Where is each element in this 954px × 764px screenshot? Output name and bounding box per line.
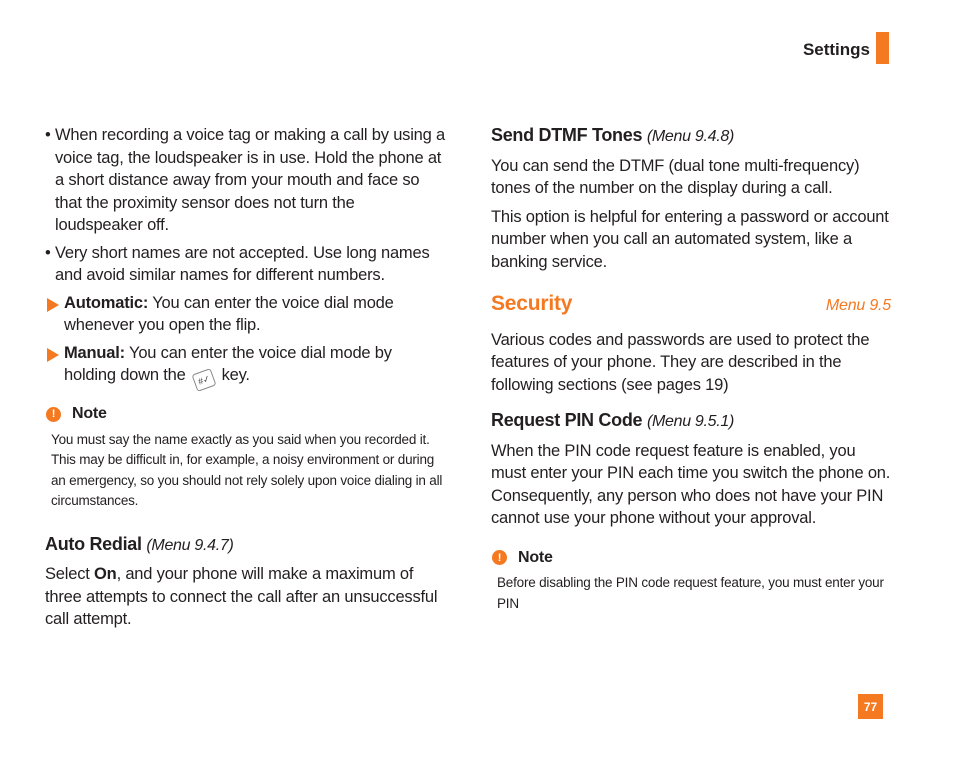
note-title: Note [72, 405, 107, 422]
auto-redial-section [45, 533, 445, 631]
dtmf-title: Send DTMF Tones [491, 125, 643, 145]
note-text: Before disabling the PIN code request feature, you must enter your PIN [497, 575, 884, 611]
dtmf-paragraph-2: This option is helpful for entering a password or account number when you call an automated system, like a banking service. [491, 207, 889, 271]
automatic-text: You can enter the voice dial mode whenever you open the flip. [64, 293, 394, 334]
auto-redial-text [45, 563, 445, 631]
security-text: Various codes and passwords are used to protect the features of your phone. They are described in the following sections (see pages 19) [491, 330, 870, 394]
arrow-right-icon [47, 298, 59, 312]
security-title: Security [491, 292, 573, 315]
dtmf-menu: (Menu 9.4.8) [646, 128, 734, 145]
header-accent-bar [876, 32, 889, 64]
note-title: Note [518, 548, 553, 566]
pin-heading [491, 409, 891, 434]
auto-redial-text-end: , and your phone will make a maximum of three attempts to connect the call after an unsuccessful call attempt. [45, 565, 438, 628]
pin-menu: (Menu 9.5.1) [646, 413, 735, 430]
auto-redial-title: Auto Redial [45, 533, 142, 554]
auto-redial-on: On [94, 565, 117, 583]
arrow-right-icon [47, 348, 59, 362]
right-column [491, 124, 891, 614]
automatic-label: Automatic: [64, 293, 149, 312]
header-section-label: Settings [802, 40, 870, 59]
exclamation-icon: ! [46, 407, 61, 422]
automatic-option [45, 292, 445, 337]
pin-text: When the PIN code request feature is enabled, you must enter your PIN each time you switch the phone on. Consequently, any person who does not have your PIN cannot use your phone without your approval. [491, 441, 891, 527]
manual-label: Manual: [64, 343, 125, 362]
bullet-text: When recording a voice tag or making a call by using a voice tag, the loudspeaker is in use. Hold the phone at a short distance away from your mouth and face so that the proximity sensor does not turn the loudspeaker off. [55, 126, 445, 234]
left-column [45, 124, 445, 631]
bullet-text: Very short names are not accepted. Use long names and avoid similar names for different numbers. [55, 243, 430, 284]
bullet-dot: • [45, 243, 51, 262]
security-heading [491, 293, 891, 318]
exclamation-icon: ! [492, 550, 507, 565]
manual-text: You can enter the voice dial mode by holding down the [64, 343, 392, 384]
page-number: 77 [858, 694, 883, 719]
auto-redial-menu: (Menu 9.4.7) [146, 536, 234, 554]
list-item [45, 124, 445, 237]
dtmf-paragraph-1: You can send the DTMF (dual tone multi-frequency) tones of the number on the display during a call. [491, 156, 860, 197]
manual-option [45, 342, 445, 390]
note-text: You must say the name exactly as you said when you recorded it. This may be difficult in, for example, a noisy environment or during an emergency, so you should not rely solely upon voice dialing in all circumstances. [51, 431, 443, 508]
list-item [45, 242, 445, 287]
security-menu: Menu 9.5 [825, 297, 891, 314]
auto-redial-heading [45, 533, 445, 558]
dtmf-heading [491, 124, 891, 149]
note-heading [491, 547, 891, 570]
note-heading [45, 403, 445, 426]
hash-key-icon: #✓ [191, 368, 216, 392]
manual-text-end: key. [221, 366, 250, 384]
bullet-dot: • [45, 126, 51, 144]
auto-redial-text-start: Select [45, 565, 95, 583]
pin-title: Request PIN Code [491, 410, 643, 430]
